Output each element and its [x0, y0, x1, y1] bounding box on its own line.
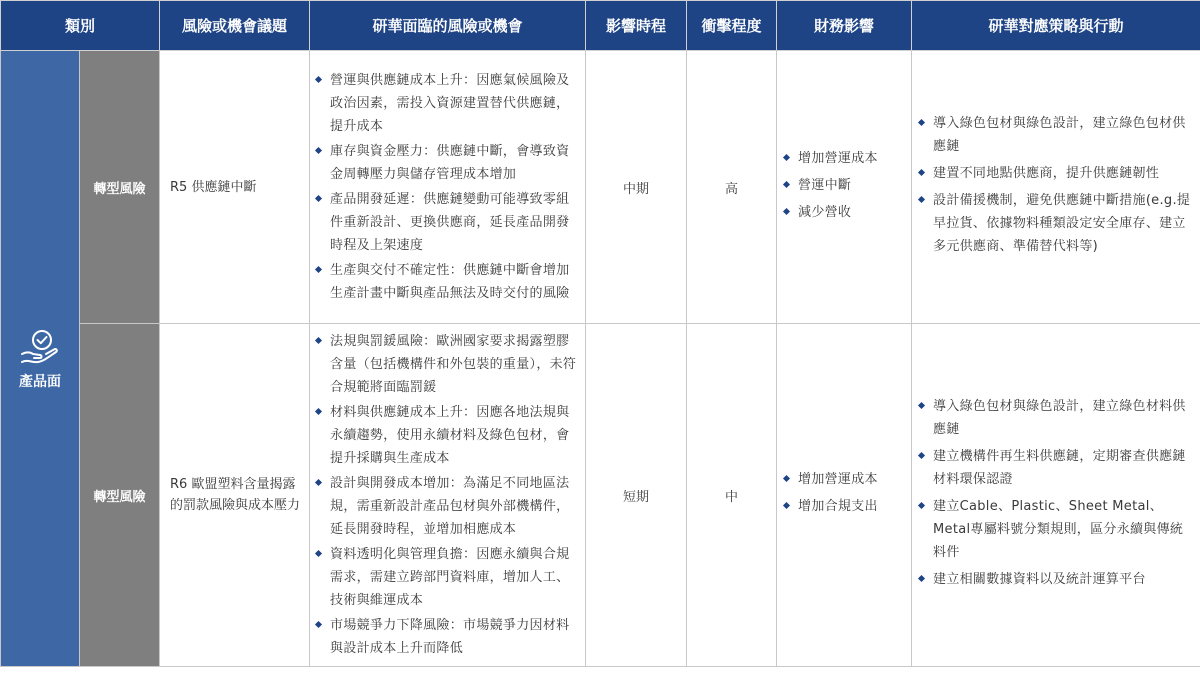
list-item: 增加合規支出	[783, 495, 905, 518]
risk-cell	[310, 51, 586, 324]
category-sub-cell: 轉型風險	[80, 51, 160, 324]
header-risk: 研華面臨的風險或機會	[310, 1, 586, 51]
header-topic: 風險或機會議題	[160, 1, 310, 51]
diamond-bullet-icon	[783, 502, 790, 509]
diamond-bullet-icon	[783, 207, 790, 214]
strategy-cell	[912, 324, 1200, 667]
list-item: 設計備援機制，避免供應鏈中斷措施(e.g.提早拉貨、依據物料種類設定安全庫存、建立多元供應商、準備替代料等)	[918, 189, 1192, 258]
diamond-bullet-icon	[315, 76, 322, 83]
table-row	[1, 324, 1200, 667]
list-item: 增加營運成本	[783, 468, 905, 491]
table-header-row	[1, 1, 1200, 51]
list-item: 產品開發延遲：供應鏈變動可能導致零組件重新設計、更換供應商，延長產品開發時程及上架速度	[315, 188, 579, 257]
list-item: 建立相關數據資料以及統計運算平台	[918, 568, 1192, 591]
diamond-bullet-icon	[315, 408, 322, 415]
risk-list	[315, 330, 579, 660]
list-item: 營運與供應鏈成本上升：因應氣候風險及政治因素，需投入資源建置替代供應鏈，提升成本	[315, 69, 579, 138]
financial-list	[783, 468, 905, 518]
diamond-bullet-icon	[918, 452, 925, 459]
diamond-bullet-icon	[315, 337, 322, 344]
diamond-bullet-icon	[918, 575, 925, 582]
diamond-bullet-icon	[918, 119, 925, 126]
risk-cell	[310, 324, 586, 667]
financial-cell	[777, 51, 912, 324]
list-item: 建置不同地點供應商，提升供應鏈韌性	[918, 162, 1192, 185]
list-item: 設計與開發成本增加：為滿足不同地區法規，需重新設計產品包材與外部機構件，延長開發時程，並增加相應成本	[315, 472, 579, 541]
impact-cell: 高	[687, 51, 777, 324]
diamond-bullet-icon	[315, 266, 322, 273]
header-category: 類別	[1, 1, 160, 51]
category-main-label: 產品面	[19, 373, 61, 390]
list-item: 導入綠色包材與綠色設計，建立綠色材料供應鏈	[918, 395, 1192, 441]
timeframe-cell: 中期	[586, 51, 687, 324]
list-item: 法規與罰鍰風險：歐洲國家要求揭露塑膠含量（包括機構件和外包裝的重量），未符合規範將面臨罰鍰	[315, 330, 579, 399]
impact-cell: 中	[687, 324, 777, 667]
financial-cell	[777, 324, 912, 667]
strategy-cell	[912, 51, 1200, 324]
diamond-bullet-icon	[315, 550, 322, 557]
list-item: 材料與供應鏈成本上升：因應各地法規與永續趨勢，使用永續材料及綠色包材，會提升採購與生產成本	[315, 401, 579, 470]
diamond-bullet-icon	[315, 195, 322, 202]
diamond-bullet-icon	[783, 153, 790, 160]
hand-check-icon	[18, 327, 62, 367]
list-item: 市場競爭力下降風險：市場競爭力因材料與設計成本上升而降低	[315, 614, 579, 660]
diamond-bullet-icon	[918, 502, 925, 509]
header-impact: 衝擊程度	[687, 1, 777, 51]
diamond-bullet-icon	[315, 147, 322, 154]
diamond-bullet-icon	[315, 479, 322, 486]
category-main-cell	[1, 51, 80, 667]
timeframe-cell: 短期	[586, 324, 687, 667]
list-item: 營運中斷	[783, 174, 905, 197]
list-item: 建立機構件再生料供應鏈，定期審查供應鏈材料環保認證	[918, 445, 1192, 491]
list-item: 建立Cable、Plastic、Sheet Metal、Metal專屬料號分類規則，區分永續與傳統料件	[918, 495, 1192, 564]
diamond-bullet-icon	[315, 621, 322, 628]
diamond-bullet-icon	[783, 475, 790, 482]
table-row	[1, 51, 1200, 324]
diamond-bullet-icon	[918, 169, 925, 176]
topic-cell: R6 歐盟塑料含量揭露的罰款風險與成本壓力	[160, 324, 310, 667]
diamond-bullet-icon	[918, 402, 925, 409]
list-item: 庫存與資金壓力：供應鏈中斷，會導致資金周轉壓力與儲存管理成本增加	[315, 140, 579, 186]
category-sub-cell: 轉型風險	[80, 324, 160, 667]
diamond-bullet-icon	[918, 196, 925, 203]
list-item: 增加營運成本	[783, 147, 905, 170]
header-strategy: 研華對應策略與行動	[912, 1, 1200, 51]
header-timeframe: 影響時程	[586, 1, 687, 51]
list-item: 資料透明化與管理負擔：因應永續與合規需求，需建立跨部門資料庫，增加人工、技術與維運成本	[315, 543, 579, 612]
financial-list	[783, 147, 905, 224]
list-item: 減少營收	[783, 201, 905, 224]
list-item: 導入綠色包材與綠色設計，建立綠色包材供應鏈	[918, 112, 1192, 158]
list-item: 生產與交付不確定性：供應鏈中斷會增加生產計畫中斷與產品無法及時交付的風險	[315, 259, 579, 305]
strategy-list	[918, 112, 1192, 258]
strategy-list	[918, 395, 1192, 591]
header-financial: 財務影響	[777, 1, 912, 51]
topic-cell: R5 供應鏈中斷	[160, 51, 310, 324]
risk-list	[315, 69, 579, 305]
diamond-bullet-icon	[783, 180, 790, 187]
